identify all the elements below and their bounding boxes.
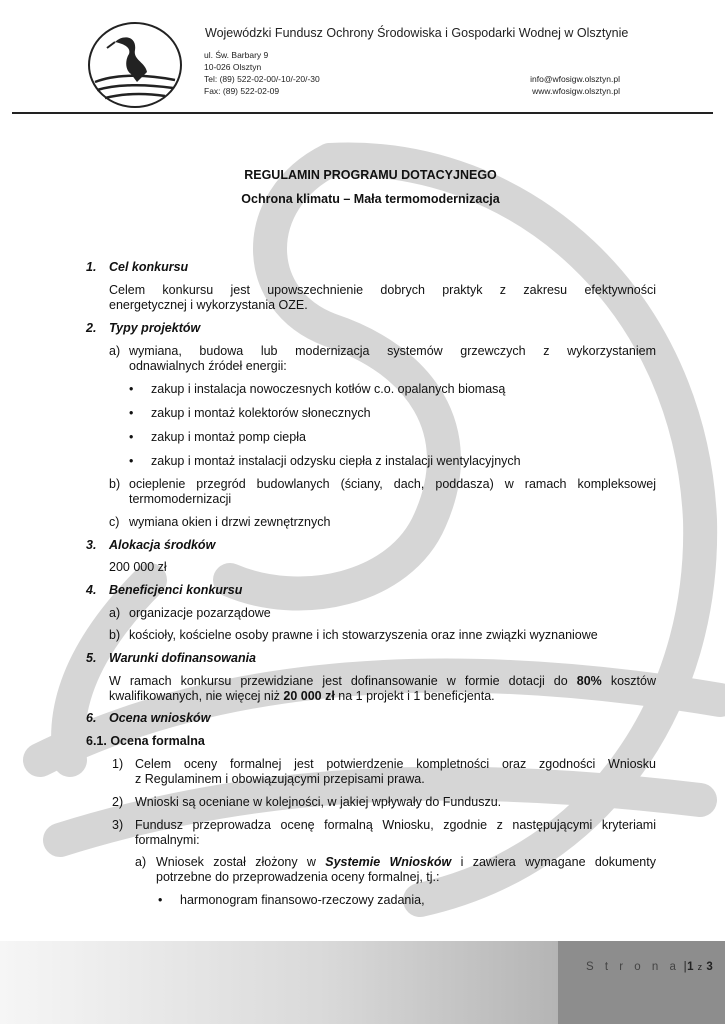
- address-street: ul. Św. Barbary 9: [204, 50, 269, 60]
- bullet-item: • zakup i montaż instalacji odzysku ciepła z instalacji wentylacyjnych: [151, 454, 521, 469]
- section-2-number: 2.: [86, 321, 97, 335]
- bullet-item: • harmonogram finansowo-rzeczowy zadania,: [180, 893, 425, 908]
- section-1-text-line2: energetycznej i wykorzystania OZE.: [109, 298, 308, 312]
- page-of: z: [697, 962, 703, 972]
- item-2b-label: b): [109, 477, 121, 491]
- page-separator: |: [683, 961, 688, 973]
- item-611-label: 1): [112, 757, 124, 771]
- address-city: 10-026 Olsztyn: [204, 62, 262, 72]
- section-6-number: 6.: [86, 711, 97, 725]
- section-3-number: 3.: [86, 538, 97, 552]
- document-title: REGULAMIN PROGRAMU DOTACYJNEGO: [244, 168, 497, 182]
- section-3-title: Alokacja środków: [109, 538, 216, 552]
- section-4-title: Beneficjenci konkursu: [109, 583, 243, 597]
- item-613a-label: a): [135, 855, 147, 869]
- item-2b-line1: ocieplenie przegród budowlanych (ściany, dach, poddasza) w ramach kompleksowej: [129, 477, 656, 491]
- email-address: info@wfosigw.olsztyn.pl: [530, 74, 620, 84]
- allocation-amount: 200 000 zł: [109, 560, 167, 574]
- total-pages: 3: [706, 961, 714, 973]
- item-613-line2: formalnymi:: [135, 833, 200, 847]
- page-label: S t r o n a: [586, 961, 680, 973]
- section-5-number: 5.: [86, 651, 97, 665]
- item-2a-line1: wymiana, budowa lub modernizacja systemów grzewczych z wykorzystaniem: [129, 344, 656, 358]
- bullet-item: • zakup i montaż pomp ciepła: [151, 430, 306, 445]
- item-613-label: 3): [112, 818, 124, 832]
- item-2a-label: a): [109, 344, 121, 358]
- section-2-title: Typy projektów: [109, 321, 201, 335]
- section-6-title: Ocena wniosków: [109, 711, 211, 725]
- section-5-line1: W ramach konkursu przewidziane jest dofinansowanie w formie dotacji do 80% kosztów: [109, 674, 656, 688]
- section-4-number: 4.: [86, 583, 97, 597]
- footer-dark-block: [558, 941, 725, 1024]
- item-4a-text: organizacje pozarządowe: [129, 606, 271, 620]
- item-613-line1: Fundusz przeprowadza ocenę formalną Wniosku, zgodnie z następującymi kryteriami: [135, 818, 656, 832]
- section-5-title: Warunki dofinansowania: [109, 651, 257, 665]
- section-5-line2: kwalifikowanych, nie więcej niż 20 000 zł na 1 projekt i 1 beneficjenta.: [109, 689, 495, 703]
- item-613a-line2: potrzebne do przeprowadzenia oceny formalnej, tj.:: [156, 870, 440, 884]
- item-4b-label: b): [109, 628, 121, 642]
- page-footer: [0, 941, 725, 1024]
- item-2a-line2: odnawialnych źródeł energii:: [129, 359, 287, 373]
- item-4b-text: kościoły, kościelne osoby prawne i ich stowarzyszenia oraz inne związki wyznaniowe: [129, 628, 598, 642]
- item-611-line2: z Regulaminem i obowiązującymi przepisami prawa.: [135, 772, 425, 786]
- section-1-title: Cel konkursu: [109, 260, 189, 274]
- current-page: 1: [687, 961, 694, 973]
- document-subtitle: Ochrona klimatu – Mała termomodernizacja: [241, 192, 500, 206]
- bullet-item: • zakup i instalacja nowoczesnych kotłów c.o. opalanych biomasą: [151, 382, 505, 397]
- item-2b-line2: termomodernizacji: [129, 492, 232, 506]
- phone-number: Tel: (89) 522-02-00/-10/-20/-30: [204, 74, 320, 84]
- item-2c-label: c): [109, 515, 120, 529]
- item-612-text: Wnioski są oceniane w kolejności, w jakiej wpływały do Funduszu.: [135, 795, 502, 809]
- website-address: www.wfosigw.olsztyn.pl: [532, 86, 620, 96]
- item-613a-line1: Wniosek został złożony w Systemie Wniosków i zawiera wymagane dokumenty: [156, 855, 656, 869]
- item-2c-text: wymiana okien i drzwi zewnętrznych: [129, 515, 331, 529]
- header-divider: [12, 112, 713, 114]
- section-1-text-line1: Celem konkursu jest upowszechnienie dobrych praktyk z zakresu efektywności: [109, 283, 656, 297]
- item-4a-label: a): [109, 606, 121, 620]
- organization-name: Wojewódzki Fundusz Ochrony Środowiska i Gospodarki Wodnej w Olsztynie: [205, 26, 629, 40]
- item-612-label: 2): [112, 795, 124, 809]
- bullet-item: • zakup i montaż kolektorów słonecznych: [151, 406, 371, 421]
- fax-number: Fax: (89) 522-02-09: [204, 86, 280, 96]
- subsection-6-1-title: 6.1. Ocena formalna: [86, 734, 205, 748]
- stork-logo: [85, 20, 185, 110]
- section-1-number: 1.: [86, 260, 97, 274]
- page-number: [586, 961, 713, 973]
- item-611-line1: Celem oceny formalnej jest potwierdzenie kompletności oraz zgodności Wniosku: [135, 757, 656, 771]
